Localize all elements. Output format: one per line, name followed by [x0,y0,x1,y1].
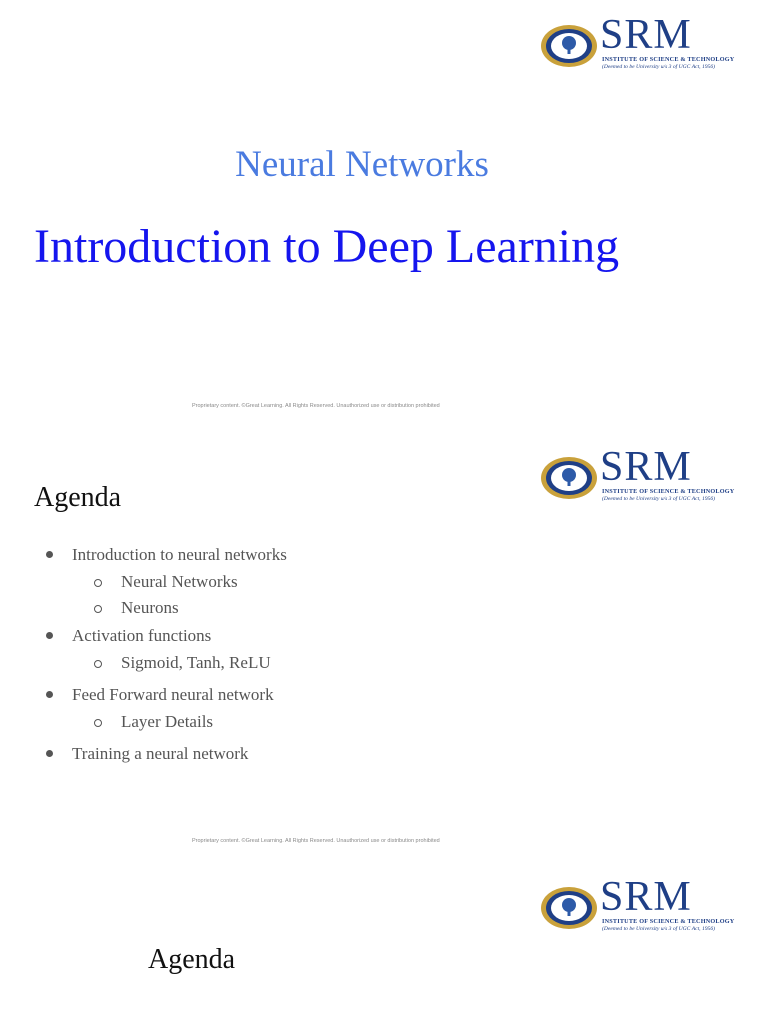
logo-wordmark: SRM [600,444,692,490]
logo-wordmark: SRM [600,874,692,920]
srm-logo [540,874,735,946]
logo-subtitle: INSTITUTE OF SCIENCE & TECHNOLOGY [602,488,735,495]
circle-bullet-icon [94,660,102,668]
srm-seal-icon [540,456,598,500]
logo-subtitle: INSTITUTE OF SCIENCE & TECHNOLOGY [602,918,735,925]
logo-subtitle: INSTITUTE OF SCIENCE & TECHNOLOGY [602,56,735,63]
logo-tagline: (Deemed to be University u/s 3 of UGC Act, 1956) [602,64,715,70]
bullet-icon [46,632,53,639]
circle-bullet-icon [94,579,102,587]
srm-seal-icon [540,886,598,930]
agenda-heading: Agenda [34,482,122,513]
circle-bullet-icon [94,605,102,613]
bullet-icon [46,551,53,558]
slide-footer: Proprietary content. ©Great Learning. All Rights Reserved. Unauthorized use or distribution prohibited [192,838,440,844]
logo-wordmark: SRM [600,12,692,58]
logo-tagline: (Deemed to be University u/s 3 of UGC Act, 1956) [602,496,715,502]
slide-title: Introduction to Deep Learning [34,220,620,273]
slide-footer: Proprietary content. ©Great Learning. All Rights Reserved. Unauthorized use or distribution prohibited [192,403,440,409]
slide-1 [0,0,768,430]
bullet-icon [46,691,53,698]
agenda-heading: Agenda [148,944,236,975]
slide-subtitle: Neural Networks [235,144,489,185]
srm-seal-icon [540,24,598,68]
slide-3 [0,870,768,1024]
bullet-icon [46,750,53,757]
logo-tagline: (Deemed to be University u/s 3 of UGC Act, 1956) [602,926,715,932]
circle-bullet-icon [94,719,102,727]
srm-logo [540,12,735,84]
srm-logo [540,444,735,516]
